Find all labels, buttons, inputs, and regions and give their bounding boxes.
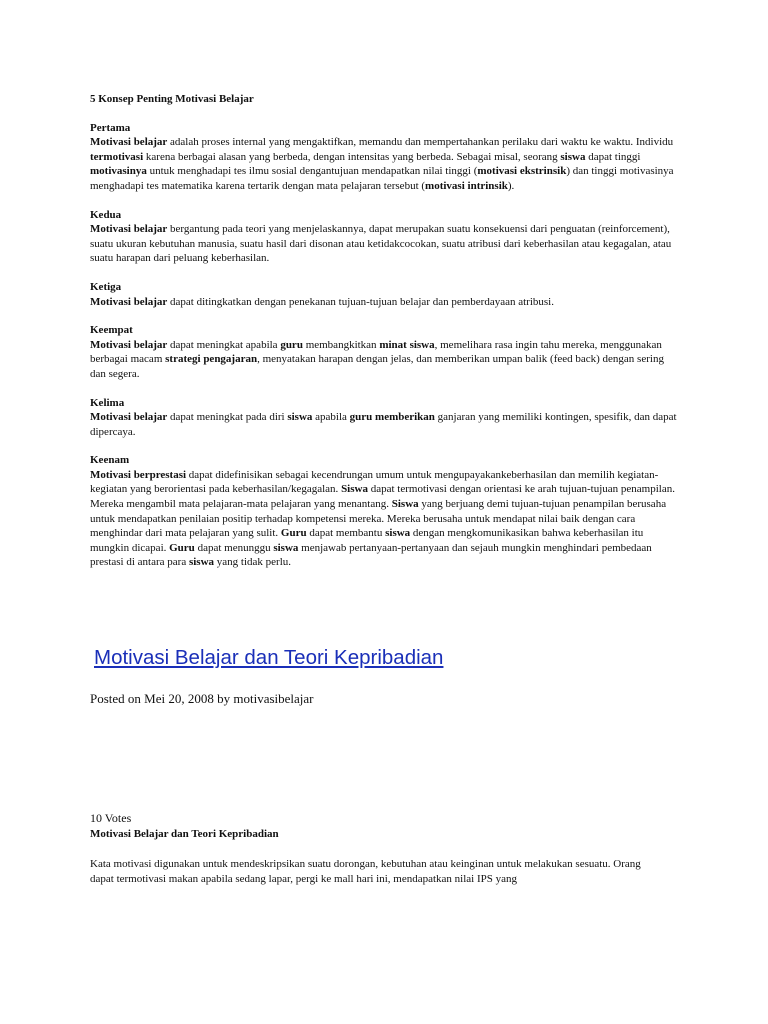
text-run: dapat meningkat apabila <box>167 338 281 351</box>
section-heading: Pertama <box>90 121 131 134</box>
text-run: dapat termotivasi dengan orientasi ke arah tujuan-tujuan penampilan. Mereka mengambil mata pelajaran-mata pelajaran yang menantang. <box>90 483 675 511</box>
text-run: dapat membantu <box>306 527 386 540</box>
section-body <box>90 468 682 570</box>
bold-term: Motivasi belajar <box>90 338 168 351</box>
concept-section <box>90 396 682 440</box>
section-heading: Ketiga <box>90 280 122 293</box>
text-run: dapat ditingkatkan dengan penekanan tujuan-tujuan belajar dan pemberdayaan atribusi. <box>167 295 554 308</box>
bold-term: Guru <box>280 527 307 540</box>
text-run: untuk menghadapi tes ilmu sosial dengantujuan mendapatkan nilai tinggi ( <box>146 165 478 178</box>
text-run: dengan mengkomunikasikan bahwa keberhasilan itu mungkin dicapai. <box>90 527 644 554</box>
bold-term: strategi pengajaran <box>165 353 258 366</box>
bold-term: Motivasi belajar <box>90 136 168 149</box>
bold-term: Motivasi berprestasi <box>90 468 187 481</box>
text-run: apabila <box>312 411 350 424</box>
section-body <box>90 135 682 193</box>
text-run: ganjaran yang memiliki kontingen, spesifik, dan dapat dipercaya. <box>90 411 677 438</box>
post-body-text: Kata motivasi digunakan untuk mendeskripsikan suatu dorongan, kebutuhan atau keinginan untuk melakukan sesuatu. Orang dapat termotivasi makan apabila sedang lapar, pergi ke mall hari ini, mendapatkan nilai IPS yang <box>90 858 641 885</box>
concept-sections <box>90 121 682 570</box>
bold-term: Guru <box>169 541 195 554</box>
concept-section <box>90 323 682 381</box>
bold-term: motivasi ekstrinsik <box>477 165 567 178</box>
bold-term: motivasi intrinsik <box>425 179 508 192</box>
text-run: menjawab pertanyaan-pertanyaan dan sejauh mungkin menghindari pembedaan prestasi di antara para <box>90 541 652 569</box>
text-run: , menyatakan harapan dengan jelas, dan memberikan umpan balik (feed back) dengan sering dan segera. <box>90 353 664 380</box>
bold-term: Motivasi belajar <box>90 411 168 424</box>
bold-term: siswa <box>385 527 411 540</box>
bold-term: Motivasi belajar <box>90 223 168 236</box>
post-title-link[interactable]: Motivasi Belajar dan Teori Kepribadian <box>94 646 444 669</box>
concept-section <box>90 208 682 266</box>
text-run: karena berbagai alasan yang berbeda, dengan intensitas yang berbeda. Sebagai misal, seorang <box>143 150 561 163</box>
concepts-article <box>90 92 682 584</box>
bold-term: motivasinya <box>90 165 147 178</box>
text-run: , memelihara rasa ingin tahu mereka, menggunakan berbagai macam <box>90 338 662 366</box>
section-body <box>90 295 682 310</box>
section-heading: Kelima <box>90 396 125 409</box>
bold-term: siswa <box>273 541 299 554</box>
text-run: dapat tinggi <box>585 150 641 163</box>
section-body <box>90 410 682 439</box>
bold-term: siswa <box>188 556 215 569</box>
section-heading: Keenam <box>90 454 130 467</box>
bold-term: Siswa <box>391 498 419 511</box>
bold-term: Motivasi belajar <box>90 295 168 308</box>
text-run: yang berjuang demi tujuan-tujuan penampilan berusaha untuk mendapatkan penilaian positip terhadap kompetensi mereka. Mereka berusaha untuk mendapat nilai baik dengan cara menghindar dari mata pelajaran yang sulit. <box>90 498 667 540</box>
text-run: dapat didefinisikan sebagai kecendrungan umum untuk mengupayakankeberhasilan dan memilih kegiatan-kegiatan yang berorientasi pada keberhasilan/kegagalan. <box>90 468 659 496</box>
vote-count: 10 Votes <box>90 811 132 825</box>
text-run: membangkitkan <box>302 338 380 351</box>
bold-term: siswa <box>287 411 313 424</box>
text-run: dapat meningkat pada diri <box>167 411 288 424</box>
text-run: ). <box>507 179 515 192</box>
text-run: dapat menunggu <box>194 541 274 554</box>
bold-term: guru <box>280 338 303 351</box>
section-body <box>90 222 682 266</box>
concept-section <box>90 453 682 570</box>
text-run: yang tidak perlu. <box>214 556 291 569</box>
concept-section <box>90 280 682 309</box>
bold-term: guru memberikan <box>349 411 435 424</box>
section-heading: Keempat <box>90 324 133 337</box>
section-heading: Kedua <box>90 208 122 221</box>
text-run: bergantung pada teori yang menjelaskannya, dapat merupakan suatu konsekuensi dari penguatan (reinforcement), suatu ukuran kebutuhan manusia, suatu hasil dari disonan atau ketidakcocokan, suatu atribusi dari keberhasilan atau kegagalan, atau suatu harapan dari peluang keberhasilan. <box>90 223 672 265</box>
bold-term: minat siswa <box>379 338 435 351</box>
document-title: 5 Konsep Penting Motivasi Belajar <box>90 93 254 105</box>
section-body <box>90 338 682 382</box>
bold-term: termotivasi <box>90 150 144 163</box>
post-meta: Posted on Mei 20, 2008 by motivasibelajar <box>90 691 314 706</box>
post-subtitle: Motivasi Belajar dan Teori Kepribadian <box>90 828 279 840</box>
bold-term: siswa <box>560 150 586 163</box>
text-run: ) dan tinggi motivasinya menghadapi tes matematika karena tertarik dengan mata pelajaran tersebut ( <box>90 165 674 192</box>
concept-section <box>90 121 682 194</box>
bold-term: Siswa <box>341 483 368 496</box>
text-run: adalah proses internal yang mengaktifkan, memandu dan mempertahankan perilaku dari waktu ke waktu. Individu <box>167 136 674 149</box>
